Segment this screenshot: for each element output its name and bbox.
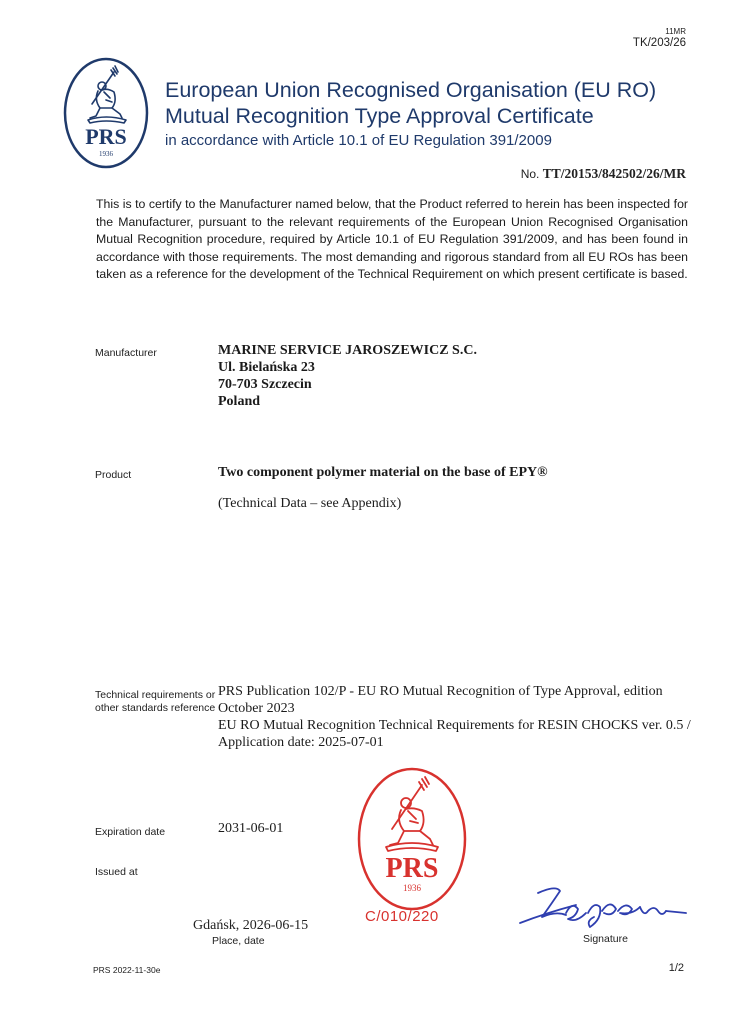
expiration-date-label: Expiration date <box>95 826 166 838</box>
technical-requirements-line3: EU RO Mutual Recognition Technical Requirements for RESIN CHOCKS ver. 0.5 / <box>218 718 691 733</box>
certificate-number-value: TT/20153/842502/26/MR <box>542 166 686 181</box>
form-code: PRS 2022-11-30e <box>93 965 161 975</box>
certificate-title-line2: Mutual Recognition Type Approval Certificate <box>165 104 594 128</box>
place-date-label: Place, date <box>212 935 265 947</box>
issued-at-label: Issued at <box>95 866 138 878</box>
technical-requirements-line4: Application date: 2025-07-01 <box>218 735 384 750</box>
technical-requirements-label-line1: Technical requirements or <box>95 689 216 701</box>
technical-requirements-label-line2: other standards reference <box>95 702 216 714</box>
stamp-text: PRS <box>385 853 439 884</box>
place-date-value: Gdańsk, 2026-06-15 <box>193 918 309 933</box>
certificate-subtitle: in accordance with Article 10.1 of EU Regulation 391/2009 <box>165 132 552 149</box>
certificate-title-line1: European Union Recognised Organisation (EU RO) <box>165 78 657 102</box>
signature-label: Signature <box>583 933 628 945</box>
manufacturer-country: Poland <box>218 394 261 409</box>
prs-stamp <box>356 765 468 913</box>
manufacturer-block <box>218 342 477 410</box>
product-name: Two component polymer material on the base of EPY® <box>218 465 548 480</box>
reference-small: 11MR <box>665 27 686 36</box>
technical-requirements-line2: October 2023 <box>218 701 295 716</box>
technical-requirements-line1: PRS Publication 102/P - EU RO Mutual Recognition of Type Approval, edition <box>218 684 663 699</box>
logo-text: PRS <box>85 124 127 149</box>
certificate-number-prefix: No. <box>520 167 540 181</box>
stamp-code: C/010/220 <box>365 908 439 925</box>
page-number: 1/2 <box>668 962 684 974</box>
manufacturer-city: 70-703 Szczecin <box>218 377 312 392</box>
certificate-number <box>521 166 686 182</box>
product-note: (Technical Data – see Appendix) <box>218 496 402 511</box>
reference-code: TK/203/26 <box>632 37 686 49</box>
logo-year: 1936 <box>99 150 113 158</box>
technical-requirements-value <box>218 683 691 751</box>
manufacturer-name: MARINE SERVICE JAROSZEWICZ S.C. <box>218 343 477 358</box>
certification-statement: This is to certify to the Manufacturer named below, that the Product referred to herein has been inspected for the Manufacturer, pursuant to the relevant requirements of the European Union Recognised Organisation Mutual Recognition procedure, required by Article 10.1 of EU Regulation 391/2009, and has been found in accordance with those requirements. The most demanding and rigorous standard from all EU ROs has been taken as a reference for the development of the Technical Requirement on which present certificate is based. <box>96 197 688 281</box>
stamp-year: 1936 <box>403 883 421 893</box>
expiration-date-value: 2031-06-01 <box>218 821 284 836</box>
prs-logo <box>62 56 150 170</box>
manufacturer-label: Manufacturer <box>95 347 157 359</box>
technical-requirements-label <box>95 689 215 715</box>
manufacturer-street: Ul. Bielańska 23 <box>218 360 315 375</box>
product-label: Product <box>95 469 132 481</box>
handwritten-signature <box>516 883 692 933</box>
